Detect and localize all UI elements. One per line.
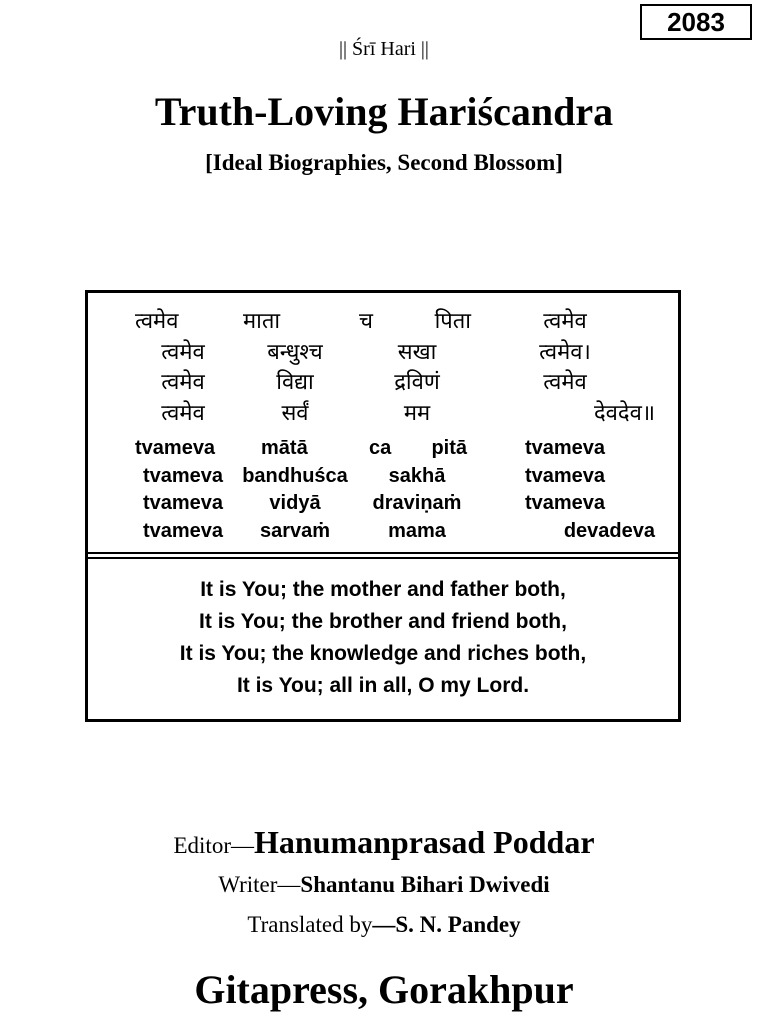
translation-line: It is You; the mother and father both, xyxy=(200,578,566,601)
transliteration-word: tvameva xyxy=(135,437,216,459)
transliteration-word: devadeva xyxy=(563,519,655,542)
devanagari-word: त्वमेव xyxy=(161,400,205,426)
double-rule-divider xyxy=(88,552,678,559)
english-translation xyxy=(88,574,678,702)
publisher-name: Gitapress, Gorakhpur xyxy=(194,967,574,1012)
writer-name: Shantanu Bihari Dwivedi xyxy=(300,872,550,897)
devanagari-verse xyxy=(135,307,655,429)
devanagari-word: द्रविणं xyxy=(394,370,440,395)
translator-label: Translated by xyxy=(247,912,373,937)
dash: — xyxy=(372,912,396,937)
editor-label: Editor xyxy=(173,833,231,858)
transliteration-word: tvameva xyxy=(142,519,224,542)
transliteration-word: vidyā xyxy=(269,492,321,514)
devanagari-word: त्वमेव xyxy=(543,309,587,334)
transliteration-word: tvameva xyxy=(524,464,606,487)
devanagari-word: त्वमेव। xyxy=(539,339,591,365)
transliteration-word: mama xyxy=(388,519,446,542)
translator-name: S. N. Pandey xyxy=(395,912,521,937)
devanagari-word: माता xyxy=(243,309,281,334)
transliteration-word: tvameva xyxy=(142,492,224,514)
dash: — xyxy=(230,833,254,858)
editor-credit xyxy=(0,824,768,861)
transliteration-word: tvameva xyxy=(524,492,606,514)
book-title: Truth-Loving Hariścandra xyxy=(154,89,614,134)
transliteration-word-group xyxy=(359,435,475,463)
devanagari-word: त्वमेव xyxy=(543,370,587,395)
transliteration-word: bandhuśca xyxy=(242,464,348,487)
devanagari-word: सखा xyxy=(397,339,437,365)
devanagari-word: त्वमेव xyxy=(161,339,205,365)
transliteration-verse xyxy=(135,435,655,545)
transliteration-word: draviṇaṁ xyxy=(372,492,462,514)
devanagari-word: बन्धुश्च xyxy=(267,339,323,365)
invocation-heading: || Śrī Hari || xyxy=(339,38,429,60)
transliteration-word: sakhā xyxy=(388,464,446,487)
transliteration-word: sarvaṁ xyxy=(259,519,331,542)
devanagari-word: देवदेव॥ xyxy=(593,400,655,426)
transliteration-word: mātā xyxy=(261,437,308,459)
translation-line: It is You; the brother and friend both, xyxy=(199,610,567,633)
editor-name: Hanumanprasad Poddar xyxy=(253,824,595,860)
devanagari-word: च xyxy=(359,309,373,334)
devanagari-word: त्वमेव xyxy=(135,309,179,334)
devanagari-word-group xyxy=(359,307,475,338)
transliteration-word: tvameva xyxy=(142,464,224,487)
writer-credit xyxy=(0,872,768,898)
translator-credit xyxy=(0,912,768,938)
prayer-box xyxy=(85,290,681,722)
transliteration-word: pitā xyxy=(431,437,467,459)
devanagari-word: मम xyxy=(403,400,431,426)
devanagari-word: विद्या xyxy=(276,370,314,395)
translation-line: It is You; the knowledge and riches both, xyxy=(179,642,587,665)
book-subtitle: [Ideal Biographies, Second Blossom] xyxy=(205,150,563,175)
translation-line: It is You; all in all, O my Lord. xyxy=(236,674,530,697)
transliteration-word: tvameva xyxy=(524,437,606,459)
devanagari-word: पिता xyxy=(434,309,471,334)
book-number-badge: 2083 xyxy=(640,4,752,40)
writer-label: Writer xyxy=(218,872,278,897)
devanagari-word: सर्वं xyxy=(281,400,309,426)
transliteration-word: ca xyxy=(369,437,392,459)
devanagari-word: त्वमेव xyxy=(161,370,205,395)
transliteration-word-group xyxy=(231,435,359,463)
dash: — xyxy=(277,872,301,897)
